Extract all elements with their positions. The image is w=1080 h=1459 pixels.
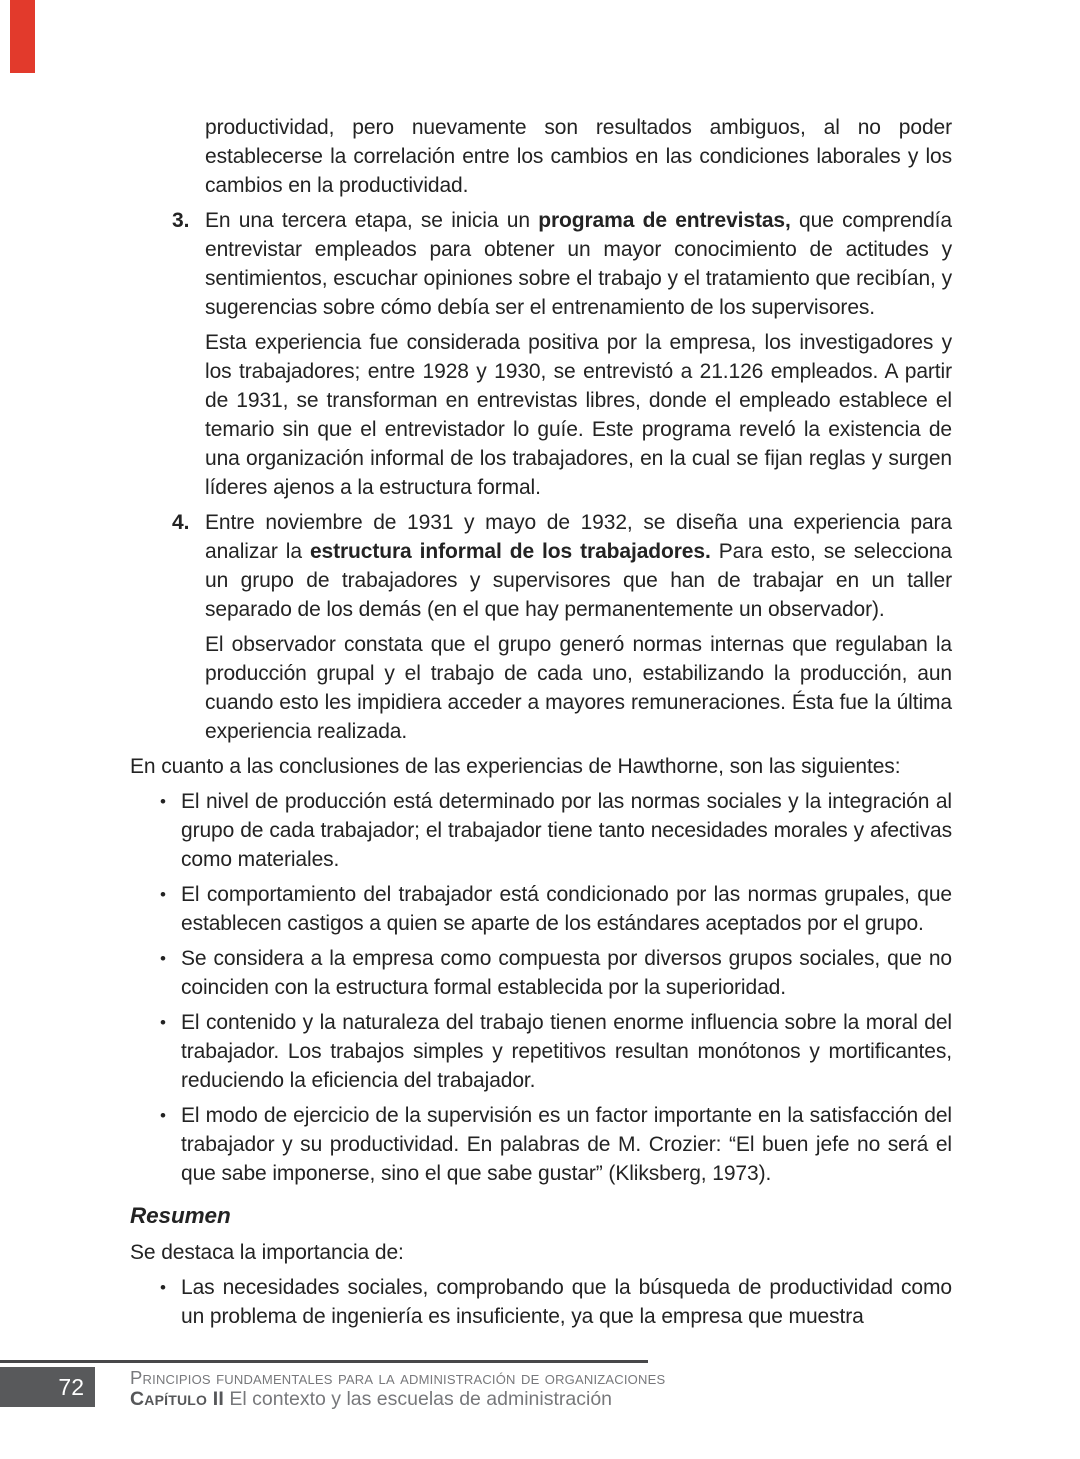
bullet-icon: • xyxy=(160,792,166,811)
chapter-title: El contexto y las escuelas de administración xyxy=(229,1388,613,1410)
item-text-bold: estructura informal de los trabajadores. xyxy=(309,540,711,563)
conclusion-bullet xyxy=(160,787,952,874)
footer xyxy=(130,1367,665,1411)
page-body xyxy=(130,113,952,1337)
page-number: 72 xyxy=(58,1373,84,1400)
chapter-line xyxy=(130,1388,665,1411)
continuation-paragraph: productividad, pero nuevamente son resultados ambiguos, al no poder establecerse la correlación entre los cambios en las condiciones laborales y los cambios en la productividad. xyxy=(205,116,952,197)
conclusion-bullet xyxy=(160,1101,952,1188)
resumen-lead-paragraph: Se destaca la importancia de: xyxy=(130,1241,404,1264)
item-text xyxy=(205,206,952,322)
item-sub-paragraph: El observador constata que el grupo generó normas internas que regulaban la producción grupal y el trabajo de cada uno, estabilizando la producción, aun cuando esto les impidiera acceder a mayores remuneraciones. Ésta fue la última experiencia realizada. xyxy=(205,633,952,743)
bullet-icon: • xyxy=(160,1013,166,1032)
bullet-icon: • xyxy=(160,885,166,904)
item-text xyxy=(205,508,952,624)
numbered-item-4 xyxy=(172,508,952,624)
bullet-icon: • xyxy=(160,1278,166,1297)
conclusions-lead-paragraph: En cuanto a las conclusiones de las experiencias de Hawthorne, son las siguientes: xyxy=(130,755,901,778)
numbered-item-3 xyxy=(172,206,952,322)
bullet-icon: • xyxy=(160,949,166,968)
bullet-text: El comportamiento del trabajador está condicionado por las normas grupales, que establecen castigos a quien se aparte de los estándares aceptados por el grupo. xyxy=(181,883,952,935)
page-number-box xyxy=(0,1367,95,1407)
item-number: 4. xyxy=(172,511,190,534)
conclusion-bullet xyxy=(160,880,952,938)
bullet-text: El contenido y la naturaleza del trabajo tienen enorme influencia sobre la moral del trabajador. Los trabajos simples y repetitivos resultan monótonos y mortificantes, reduciendo la eficiencia del trabajador. xyxy=(181,1011,952,1092)
footer-divider xyxy=(0,1360,648,1363)
bullet-text: El modo de ejercicio de la supervisión es un factor importante en la satisfacción del trabajador y su productividad. En palabras de M. Crozier: “El buen jefe no será el que sabe imponerse, sino el que sabe gustar” (Kliksberg, 1973). xyxy=(181,1104,952,1185)
chapter-label: Capítulo II xyxy=(130,1388,224,1410)
bullet-text: El nivel de producción está determinado por las normas sociales y la integración al grupo de cada trabajador; el trabajador tiene tanto necesidades morales y afectivas como materiales. xyxy=(181,790,952,871)
bullet-icon: • xyxy=(160,1106,166,1125)
item-number: 3. xyxy=(172,209,190,232)
resumen-heading: Resumen xyxy=(130,1203,231,1228)
item-text-post: que comprendía entrevistar empleados para obtener un mayor conocimiento de actitudes y sentimientos, escuchar opiniones sobre el trabajo y el tratamiento que recibían, y sugerencias sobre cómo debía ser el entrenamiento de los supervisores. xyxy=(205,209,953,319)
item-text-pre: En una tercera etapa, se inicia un xyxy=(205,209,539,232)
book-title: Principios fundamentales para la administración de organizaciones xyxy=(130,1367,666,1388)
chapter-edge-tab xyxy=(10,0,35,73)
item-sub-paragraph: Esta experiencia fue considerada positiva por la empresa, los investigadores y los trabajadores; entre 1928 y 1930, se entrevistó a 21.126 empleados. A partir de 1931, se transforman en entrevistas libres, donde el empleado establece el temario sin que el entrevistador lo guíe. Este programa reveló la existencia de una organización informal de los trabajadores, en la cual se fijan reglas y surgen líderes ajenos a la estructura formal. xyxy=(205,331,952,499)
item-text-bold: programa de entrevistas, xyxy=(538,209,791,232)
conclusion-bullet xyxy=(160,1008,952,1095)
conclusion-bullet xyxy=(160,944,952,1002)
item-text-post: Para esto, se selecciona un grupo de trabajadores y supervisores que han de trabajar en un taller separado de los demás (en el que hay permanentemente un observador). xyxy=(205,540,952,621)
item-text-pre: Entre noviembre de 1931 y mayo de 1932, se diseña una experiencia para analizar la xyxy=(205,511,952,563)
bullet-text: Las necesidades sociales, comprobando que la búsqueda de productividad como un problema de ingeniería es insuficiente, ya que la empresa que muestra xyxy=(181,1276,952,1328)
resumen-bullet xyxy=(160,1273,952,1331)
bullet-text: Se considera a la empresa como compuesta por diversos grupos sociales, que no coinciden con la estructura formal establecida por la superioridad. xyxy=(181,947,952,999)
